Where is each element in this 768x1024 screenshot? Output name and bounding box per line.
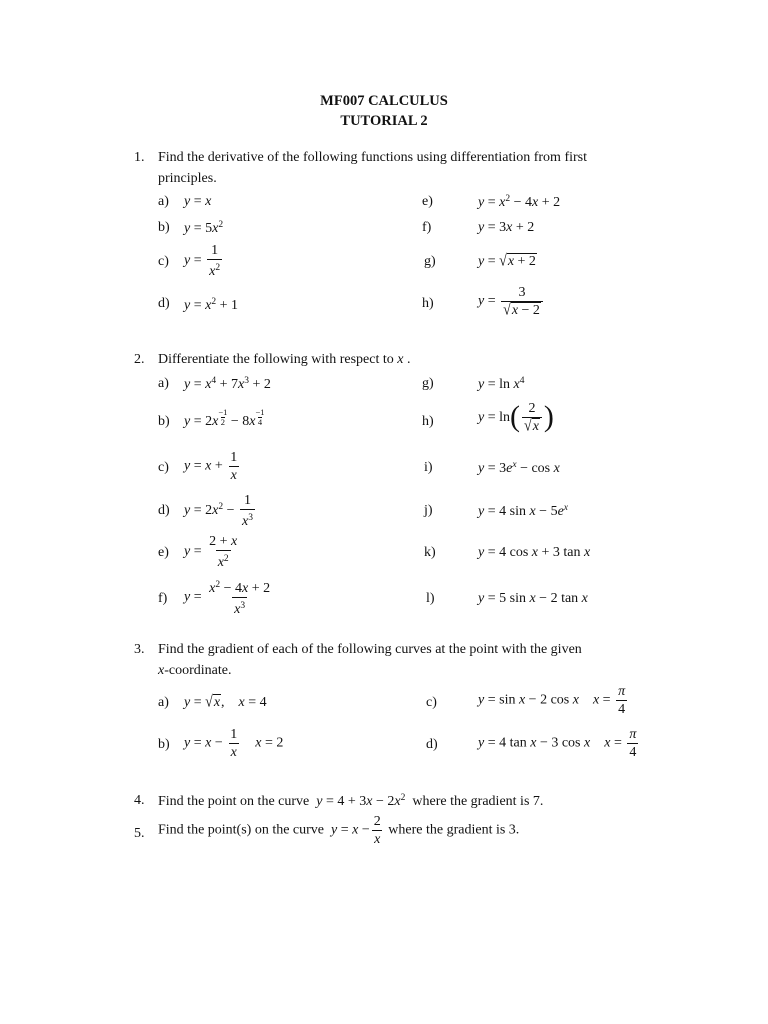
question-2-text: Differentiate the following with respect to x . xyxy=(158,352,411,367)
expression-1h: y = $\frac{3}{√x - 2}$ xyxy=(478,285,545,318)
question-4-text: Find the point on the curve $y = 4 + 3x - 2x^2$ where the gradient is 7. xyxy=(158,793,544,809)
item-label: c) xyxy=(158,460,169,475)
expression-1a: y = x xyxy=(184,194,212,209)
question-3-text: Find the gradient of each of the following curves at the point with the given xyxy=(158,642,582,657)
expression-1g: y = √x + 2 xyxy=(478,252,536,271)
expression-2k: y = 4 cos x + 3 tan x xyxy=(478,545,591,560)
question-5-text: Find the point(s) on the curve y = x − $\frac{2}{x}$ where the gradient is 3. xyxy=(158,814,520,847)
item-label: g) xyxy=(424,254,436,269)
expression-2i: $y = 3e^x - \cos x$ xyxy=(478,460,560,476)
expression-1f: y = 3x + 2 xyxy=(478,220,535,235)
item-label: a) xyxy=(158,376,169,391)
item-label: a) xyxy=(158,695,169,710)
item-label: f) xyxy=(158,591,168,606)
item-label: d) xyxy=(426,737,438,752)
item-label: k) xyxy=(424,545,436,560)
expression-1d: $y = x^2 + 1$ xyxy=(184,297,238,313)
expression-2h: y = ln( $\frac{2}{√x}$ ) xyxy=(478,400,554,436)
question-3-text-continued: x-coordinate. xyxy=(158,663,232,678)
item-label: j) xyxy=(424,503,433,518)
item-label: c) xyxy=(158,254,169,269)
item-label: l) xyxy=(426,591,435,606)
course-title: MF007 CALCULUS xyxy=(320,93,448,109)
item-label: b) xyxy=(158,737,170,752)
question-3-number: 3. xyxy=(134,642,145,657)
tutorial-title: TUTORIAL 2 xyxy=(340,113,428,129)
expression-2b: y = 2x $\frac{-1}{2}$ − 8x $\frac{-1}{4}$ xyxy=(184,407,265,429)
expression-1c: y = $\frac{1}{x^2}$ xyxy=(184,243,221,279)
expression-1b: $y = 5x^2$ xyxy=(184,220,224,236)
question-1-text: Find the derivative of the following functions using differentiation from first xyxy=(158,150,587,165)
expression-3c: y = sin x − 2 cos x x = $\frac{\pi}{4}$ xyxy=(478,684,626,717)
item-label: d) xyxy=(158,503,170,518)
item-label: b) xyxy=(158,414,170,429)
item-label: h) xyxy=(422,414,434,429)
expression-2e: y = $\frac{2 + x}{x^2}$ xyxy=(184,534,238,570)
expression-2j: y = 4 $\sin x - 5e^x$ xyxy=(478,503,569,519)
item-label: b) xyxy=(158,220,170,235)
question-4-number: 4. xyxy=(134,793,145,808)
expression-2d: $y = 2x^2$ − $\frac{1}{x^3}$ xyxy=(184,493,253,529)
expression-2a: $y = x^4 + 7x^3 + 2$ xyxy=(184,376,271,392)
question-5-number: 5. xyxy=(134,826,145,841)
question-1-number: 1. xyxy=(134,150,145,165)
question-1-text-continued: principles. xyxy=(158,171,217,186)
item-label: e) xyxy=(158,545,169,560)
item-label: h) xyxy=(422,296,434,311)
question-2-number: 2. xyxy=(134,352,145,367)
expression-3b: y = x − $\frac{1}{x}$ x = 2 xyxy=(184,727,284,760)
item-label: i) xyxy=(424,460,433,475)
item-label: g) xyxy=(422,376,434,391)
expression-2c: y = x + $\frac{1}{x}$ xyxy=(184,450,238,483)
item-label: c) xyxy=(426,695,437,710)
expression-2f: y = $\frac{x^2 - 4x + 2}{x^3}$ xyxy=(184,580,271,617)
item-label: a) xyxy=(158,194,169,209)
expression-2l: y = 5 sin x − 2 tan x xyxy=(478,591,588,606)
expression-3d: y = 4 tan x − 3 cos x x = $\frac{\pi}{4}$ xyxy=(478,727,637,760)
item-label: e) xyxy=(422,194,433,209)
expression-3a: y = √x, x = 4 xyxy=(184,693,267,712)
expression-1e: $y = x^2 - 4x + 2$ xyxy=(478,194,561,210)
item-label: f) xyxy=(422,220,432,235)
item-label: d) xyxy=(158,296,170,311)
expression-2g: $y = \ln x^4$ xyxy=(478,376,525,392)
